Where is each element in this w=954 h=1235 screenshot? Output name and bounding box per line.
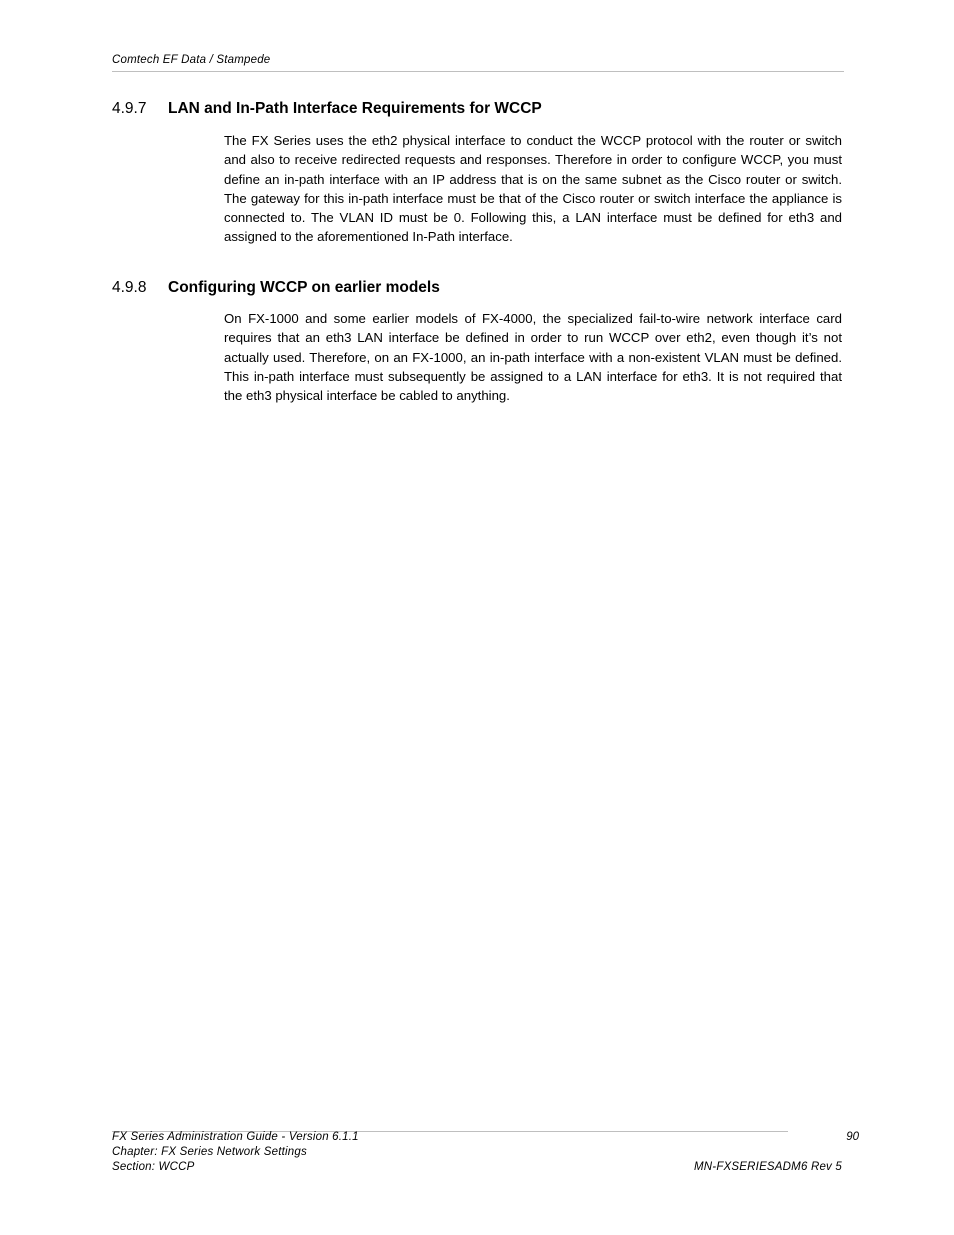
footer-guide-title: FX Series Administration Guide - Version 6.1.1 — [112, 1131, 359, 1143]
section-title: Configuring WCCP on earlier models — [168, 279, 440, 296]
section-number: 4.9.8 — [112, 279, 147, 296]
footer-section: Section: WCCP — [112, 1161, 195, 1173]
section-body-4-9-7: The FX Series uses the eth2 physical interface to conduct the WCCP protocol with the router or switch and also to receive redirected requests and responses. Therefore in order to configure WCCP, you must define an in-path interface with an IP address that is on the same subnet as the Cisco router or switch. The gateway for this in-path interface must be that of the Cisco router or switch interface the appliance is connected to. The VLAN ID must be 0. Following this, a LAN interface must be defined for eth3 and assigned to the aforementioned In-Path interface. — [224, 133, 842, 245]
section-heading-4-9-8 — [112, 279, 440, 297]
footer-document-id: MN-FXSERIESADM6 Rev 5 — [694, 1161, 842, 1173]
section-body-4-9-8: On FX-1000 and some earlier models of FX-4000, the specialized fail-to-wire network interface card requires that an eth3 LAN interface be defined in order to run WCCP over eth2, even though it’s not actually used. Therefore, on an FX-1000, an in-path interface with a non-existent VLAN must be defined. This in-path interface must subsequently be assigned to a LAN interface for eth3. It is not required that the eth3 physical interface be cabled to anything. — [224, 311, 842, 404]
section-title: LAN and In-Path Interface Requirements for WCCP — [168, 100, 542, 117]
section-number: 4.9.7 — [112, 100, 147, 117]
page-number: 90 — [846, 1131, 859, 1143]
footer-chapter: Chapter: FX Series Network Settings — [112, 1146, 307, 1158]
running-header: Comtech EF Data / Stampede — [112, 54, 271, 66]
section-heading-4-9-7 — [112, 100, 542, 118]
header-divider — [112, 71, 844, 72]
